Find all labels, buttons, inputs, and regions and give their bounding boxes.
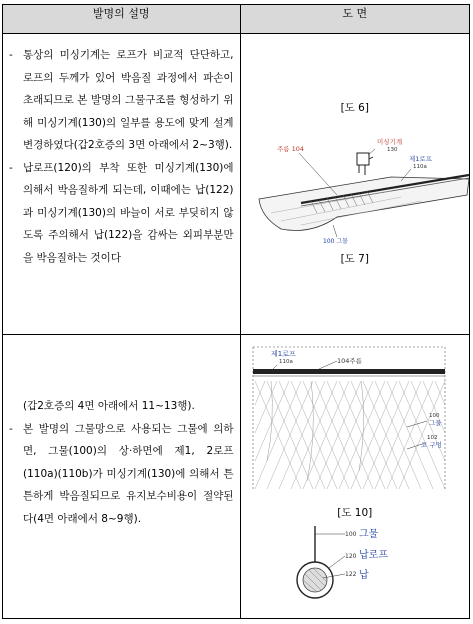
row2-drawings-cell <box>240 335 470 619</box>
fig7-label: [도 7] <box>340 253 369 265</box>
fig7-callout-hole: 코 구멍 <box>420 441 442 449</box>
bullet-dash: - <box>9 161 13 174</box>
fig7-callout-hole-num: 102 <box>426 435 437 441</box>
continuation-text: (갑2호증의 4면 아래에서 11~13행). <box>23 400 195 412</box>
fig7-callout-rope1: 제1로프 <box>270 350 296 358</box>
row2-description-cell <box>3 335 241 619</box>
paragraph-text: 본 발명의 그물망으로 사용되는 그물에 의하면, 그물(100)의 상·하면에 제1, 2로프(110a)(110b)가 미싱기계(130)에 의해서 튼튼하게 박음질되므로 유지보수비용이 절약된다(4면 아래에서 8~9행). <box>23 422 234 525</box>
fig10-callout-lead: 납 <box>358 570 369 581</box>
header-description: 발명의 설명 <box>3 5 241 34</box>
fig7-drawing <box>241 341 470 501</box>
fig10-callout-net-num: 100 <box>344 531 356 538</box>
bullet-dash: - <box>9 422 13 435</box>
fig7-callout-jurum: 104주름 <box>336 357 362 365</box>
comparison-table <box>2 4 470 619</box>
fig6-callout-rope1: 제1로프 <box>408 155 432 163</box>
fig10-callout-net: 그물 <box>358 529 378 540</box>
fig6-callout-missing: 미싱기계 <box>376 138 402 146</box>
fig10-callout-leadrope: 납로프 <box>358 550 388 561</box>
fig10-callout-leadrope-num: 120 <box>344 553 356 560</box>
fig7-callout-net: 그물 <box>428 419 442 427</box>
fig6-drawing <box>241 117 470 247</box>
fig6-callout-jurum: 주름 104 <box>276 145 304 153</box>
paragraph-text: 납로프(120)의 부착 또한 미싱기계(130)에 의해서 박음질하게 되는데, 이때에는 납(122)과 미싱기계(130)의 바늘이 서로 부딪히지 않도록 주의해서 납(122)을 감싸는 외피부분만을 박음질하는 것이다 <box>23 161 234 264</box>
fig7-callout-net-num: 100 <box>428 413 439 419</box>
fig10-callout-lead-num: 122 <box>344 571 356 578</box>
row1-drawings-cell <box>240 34 470 335</box>
paragraph-3 <box>9 418 234 531</box>
fig6-callout-net: 100 그물 <box>322 238 348 245</box>
fig10-label: [도 10] <box>337 507 373 519</box>
paragraph-1 <box>9 44 234 157</box>
paragraph-text: 통상의 미싱기계는 로프가 비교적 단단하고, 로프의 두께가 있어 박음질 과정에서 파손이 초래되므로 본 발명의 그물구조를 형성하기 위해 미싱기계(130)의 일부를 용도에 맞게 설계 변경하였다(갑2호증의 3면 아래에서 2~3행). <box>23 49 234 151</box>
fig6-callout-rope1-num: 110a <box>412 164 427 170</box>
fig10-drawing <box>241 522 470 610</box>
fig6-label: [도 6] <box>340 102 369 114</box>
fig6-callout-missing-num: 130 <box>386 147 397 153</box>
bullet-dash: - <box>9 49 13 61</box>
fig7-callout-rope1-num: 110a <box>278 359 293 365</box>
row1-description-cell <box>3 34 241 335</box>
paragraph-2 <box>9 157 234 270</box>
header-drawings: 도 면 <box>240 5 470 34</box>
